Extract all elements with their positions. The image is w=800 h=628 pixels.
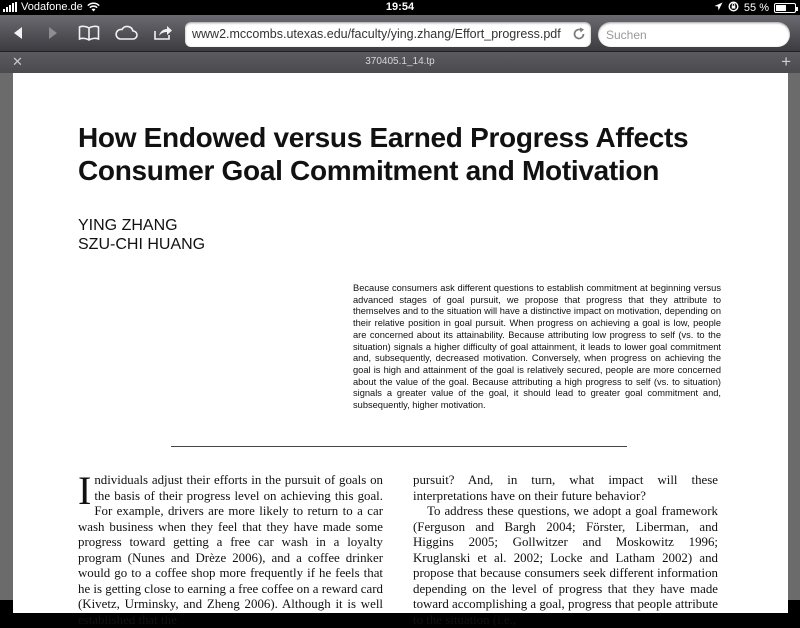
status-left xyxy=(3,1,99,13)
pdf-page xyxy=(13,73,788,627)
battery-percent: 55 % xyxy=(743,2,769,14)
lock-rotation-icon xyxy=(728,1,739,15)
forward-arrow-icon xyxy=(46,26,60,40)
back-arrow-icon xyxy=(11,26,25,40)
drop-cap: I xyxy=(78,468,92,513)
reload-icon xyxy=(571,26,587,42)
abstract: Because consumers ask different questions to establish commitment at beginning versus advanced stages of goal pursuit, we propose that progress that they attribute to themselves and to the situation will have a distinctive impact on motivation, depending on their relative position in goal pursuit. When progress on achieving a goal is low, people are concerned about its attainability. Because attributing low progress to self (vs. to the situation) signals a higher difficulty of goal attainment, it leads to lower goal commitment and, subsequently, decreased motivation. Conversely, when progress on achieving the goal is high and attainment of the goal is relatively secured, people are more concerned about the value of the goal. Because attributing a high progress to self (vs. to situation) signals a greater value of the goal, it should lead to greater goal commitment and, subsequently, higher motivation. xyxy=(353,283,721,411)
status-right xyxy=(714,1,796,15)
tab-title: 370405.1_14.tp xyxy=(365,56,435,67)
reload-button[interactable] xyxy=(571,26,587,42)
location-icon xyxy=(714,2,723,14)
url-text: www2.mccombs.utexas.edu/faculty/ying.zhang/Effort_progress.pdf xyxy=(192,27,561,41)
share-button[interactable] xyxy=(150,21,176,45)
address-bar[interactable] xyxy=(185,22,591,47)
carrier-label: Vodafone.de xyxy=(21,1,83,13)
new-tab-plus-icon[interactable]: + xyxy=(781,52,791,71)
title-line-1: How Endowed versus Earned Progress Affects xyxy=(78,122,689,153)
tab-bar xyxy=(0,52,800,73)
body-paragraph: pursuit? And, in turn, what impact will these interpretations have on their future behavior? xyxy=(413,473,718,503)
body-column-right xyxy=(413,473,718,628)
body-paragraph: ndividuals adjust their efforts in the pursuit of goals on the basis of their progress level on achieving this goal. For example, drivers are more likely to return to a car wash business when they feel that they have made some progress toward getting a free car wash in a loyalty program (Nunes and Drèze 2006), and a coffee drinker would go to a coffee shop more frequently if he feels that he is getting close to earning a free coffee on a reward card (Kivetz, Urminsky, and Zheng 2006). Although it is well established that the xyxy=(78,473,383,627)
author-name: YING ZHANG xyxy=(78,217,178,234)
browser-toolbar xyxy=(0,15,800,52)
paper-title xyxy=(78,121,758,187)
section-divider xyxy=(171,446,627,447)
icloud-tabs-button[interactable] xyxy=(113,21,139,45)
forward-button[interactable] xyxy=(40,21,66,45)
bookmarks-book-icon xyxy=(78,25,100,41)
author-list xyxy=(78,216,205,254)
bookmarks-button[interactable] xyxy=(76,21,102,45)
body-column-left xyxy=(78,468,383,628)
signal-strength-icon xyxy=(3,2,17,12)
share-icon xyxy=(153,25,173,41)
wifi-icon xyxy=(87,2,99,12)
title-line-2: Consumer Goal Commitment and Motivation xyxy=(78,155,660,186)
author-name: SZU-CHI HUANG xyxy=(78,236,206,253)
search-input[interactable] xyxy=(606,26,776,43)
battery-icon xyxy=(774,3,796,13)
clock: 19:54 xyxy=(385,1,415,13)
body-paragraph: To address these questions, we adopt a goal framework (Ferguson and Bargh 2004; Förster, Liberman, and Higgins 2005; Gollwitzer and Moskowitz 1996; Kruglanski et al. 2002; Locke and Latham 2002) and propose that because consumers seek different information depending on the level of progress that they have made toward accomplishing a goal, progress that people attribute to the situation (i.e., xyxy=(413,504,718,627)
pdf-viewport[interactable] xyxy=(0,73,800,627)
search-bar[interactable] xyxy=(598,22,790,47)
back-button[interactable] xyxy=(5,21,31,45)
close-tab-icon[interactable]: ✕ xyxy=(12,54,23,69)
icloud-tabs-icon xyxy=(114,25,138,41)
status-bar xyxy=(0,0,800,15)
